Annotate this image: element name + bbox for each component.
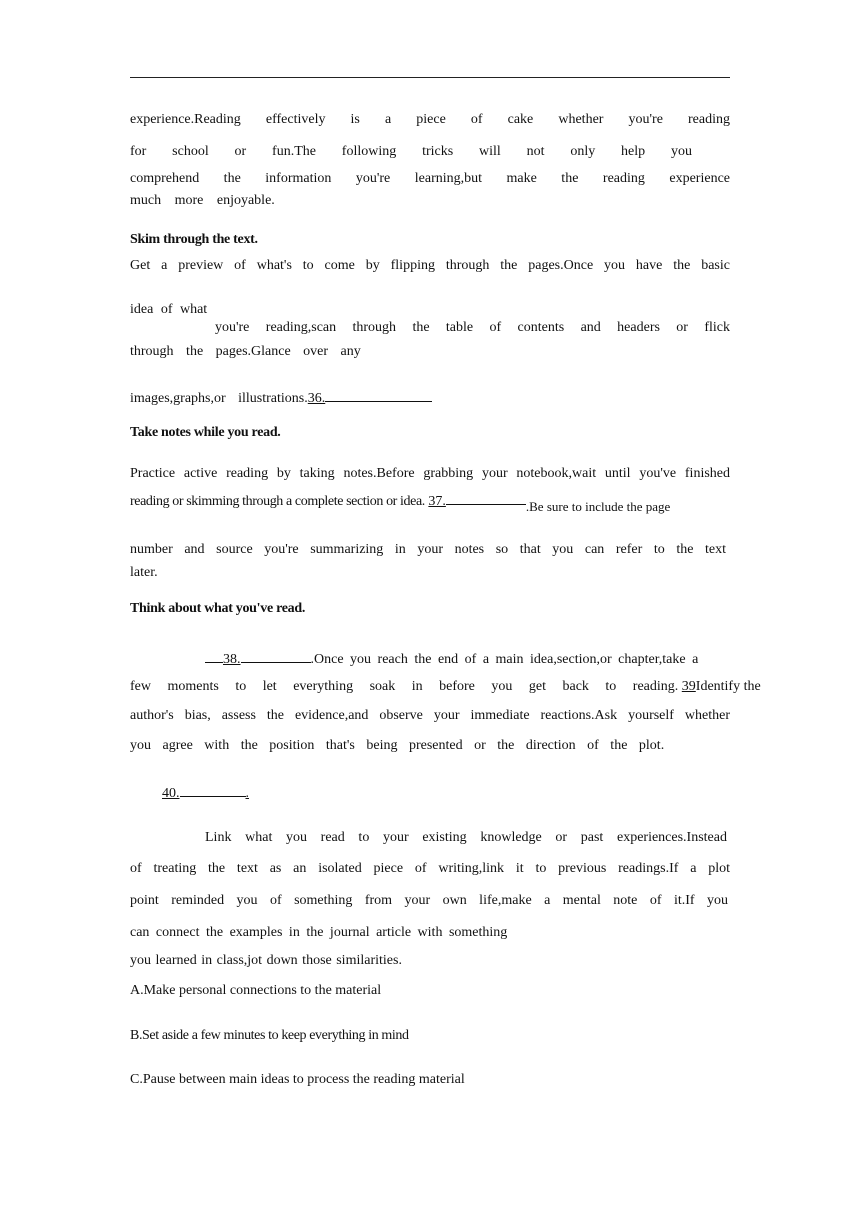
blank-37-line[interactable] — [446, 490, 526, 505]
think-line-2 — [130, 678, 761, 696]
section-heading-think: Think about what you've read. — [130, 601, 306, 616]
notes-line-4: later. — [130, 565, 158, 580]
intro-line-4: much more enjoyable. — [130, 193, 275, 208]
think-line-3: author's bias, assess the evidence,and observe your immediate reactions.Ask yourself whether — [130, 708, 730, 723]
notes-line-3: number and source you're summarizing in your notes so that you can refer to the text — [130, 542, 726, 557]
notes-line-2-text: reading or skimming through a complete section or idea. — [130, 494, 425, 509]
section-heading-skim: Skim through the text. — [130, 232, 258, 247]
notes-line-1: Practice active reading by taking notes.Before grabbing your notebook,wait until you've finished — [130, 466, 730, 481]
think-line-4: you agree with the position that's being presented or the direction of the plot. — [130, 738, 665, 753]
blank-36-number: 36. — [307, 391, 326, 406]
blank-37-number: 37. — [428, 494, 446, 509]
blank-38-number: 38. — [223, 652, 241, 667]
blank-39-number: 39 — [681, 679, 696, 694]
blank-40 — [162, 782, 249, 803]
option-b: B.Set aside a few minutes to keep everything in mind — [130, 1028, 409, 1043]
skim-line-1: Get a preview of what's to come by flipping through the pages.Once you have the basic — [130, 258, 730, 273]
blank-40-number: 40. — [162, 786, 180, 801]
link-line-3: point reminded you of something from your own life,make a mental note of it.If you — [130, 893, 728, 908]
blank-38-line[interactable] — [241, 648, 311, 663]
blank-40-tail: . — [245, 786, 249, 801]
link-line-5: you learned in class,jot down those similarities. — [130, 953, 402, 968]
notes-line-2 — [130, 490, 671, 514]
think-line-1 — [205, 648, 698, 669]
skim-line-4: through the pages.Glance over any — [130, 344, 361, 359]
intro-line-1: experience.Reading effectively is a piece of cake whether you're reading — [130, 112, 730, 127]
skim-line-5 — [130, 387, 432, 408]
notes-line-2-tail: .Be sure to include the page — [525, 499, 671, 514]
skim-line-5-text: images,graphs,or illustrations. — [130, 391, 308, 406]
think-line-2-text: few moments to let everything soak in before you get back to reading. — [130, 679, 679, 694]
option-c: C.Pause between main ideas to process the reading material — [130, 1072, 465, 1087]
link-line-4: can connect the examples in the journal article with something — [130, 925, 508, 940]
header-rule — [130, 77, 730, 78]
intro-line-3: comprehend the information you're learning,but make the reading experience — [130, 171, 730, 186]
section-heading-notes: Take notes while you read. — [130, 425, 281, 440]
link-line-2: of treating the text as an isolated piece of writing,link it to previous readings.If a plot — [130, 861, 730, 876]
blank-40-line[interactable] — [180, 782, 246, 797]
blank-38-lead[interactable] — [205, 648, 223, 663]
link-line-1: Link what you read to your existing knowledge or past experiences.Instead — [205, 830, 727, 845]
think-line-1-tail: .Once you reach the end of a main idea,section,or chapter,take a — [310, 652, 699, 667]
skim-line-3: you're reading,scan through the table of contents and headers or flick — [215, 320, 730, 335]
option-a: A.Make personal connections to the material — [130, 983, 382, 998]
intro-line-2: for school or fun.The following tricks will not only help you — [130, 144, 692, 159]
skim-line-2: idea of what — [130, 302, 208, 317]
think-line-2-tail: Identify the — [695, 679, 761, 694]
blank-36-line[interactable] — [325, 387, 432, 402]
